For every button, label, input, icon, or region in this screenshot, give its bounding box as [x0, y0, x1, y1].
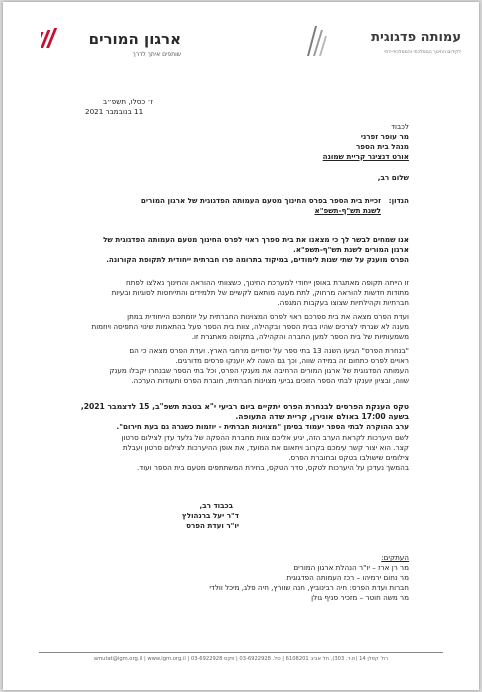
greeting: שלום רב, [377, 173, 409, 182]
paragraph-1-line-2: ארגון המורים לשנת תש"ף-תשפ"א. [293, 245, 409, 254]
footer-contact-details: רח' קפלן 14 (ת.ד. 303), תל אביב 6108201 | טל. 03-6922928 | פקס 03-6922928 | amutat@igm.org.il | www.igm.org.il [93, 656, 389, 662]
teachers-organization-logo [41, 24, 181, 72]
pedagogical-association-name: עמותה פדגוגית [371, 30, 461, 45]
paragraph-2-line-1: זו הייתה תקופה מאתגרת באופן ייחודי למערכת החינוך, כשצוותי ההוראה והחינוך נאלצו לפתח [125, 278, 409, 287]
teachers-organization-name: ארגון המורים [88, 30, 181, 48]
signature-name: ד"ר יעל ברנהולץ [181, 511, 239, 520]
paragraph-6-line-1: לשם היערכות לקראת הערב הזה, יגיע אליכם צוות מחברת ההפקה של גלעד עדן לצילום סרטון [121, 433, 409, 442]
signature-title: יו"ר ועדת הפרס [186, 521, 239, 530]
signature-closing: בכבוד רב, [199, 501, 233, 510]
copies-line-1: מר רן ארז – יו"ר הנהלת ארגון המורים [293, 563, 409, 572]
copies-line-3: חברות ועדת הפרס: חיה רבינוביץ, חנה שוורץ, חיה פלג, מיכל וולדי [209, 583, 409, 592]
paragraph-4-line-1: "בנחרת הפרס" הגיעו השנה 13 בתי ספר על יסודיים מרחבי הארץ. ועדת הפרס מצאה כי הם [129, 346, 409, 355]
paragraph-3-line-3: משמעותיות של בית הספר למען החברה והקהילה, בתקופה מאתגרת זו. [191, 332, 409, 341]
paragraph-5-line-1: טקס הענקת הפרסים לבנחרת הפרס יתקיים ביום רביעי י"א בטבת תשפ"ב, 15 לדצמבר 2021, [80, 402, 409, 411]
subject-line-2: לשנת תש"ף-תשפ"א [314, 206, 381, 215]
letter-footer [39, 652, 443, 670]
copies-line-2: מר נחום ירמיהו – רכז העמותה הפדגוגית [286, 573, 409, 582]
recipient-line-2: מר עופר זפרני [360, 132, 409, 141]
civil-date: 11 בנובמבר 2021 [85, 107, 144, 116]
pedagogical-association-logo [303, 24, 461, 72]
teachers-organization-tagline: שותפים איתך לדרך [132, 51, 181, 58]
footer-divider [39, 652, 443, 653]
paragraph-2-line-3: חברתיות וקהילתיות שצוצו בעקבות המגפה. [277, 298, 409, 307]
copies-title: העתקים: [381, 553, 409, 562]
logo-stripes-icon [41, 26, 63, 52]
paragraph-4-line-2: ראויים לפרס כתחום זה במידה שווה, וכך גם השנה לא יוענקו פרסים מדורגים. [175, 356, 409, 365]
copies-line-4: מר משה חוטר – מזכיר סניף גולן [311, 593, 409, 602]
paragraph-1-line-1: אנו שמחים לבשר לך כי מצאנו את בית ספרך ראוי לפרס החינוך מטעם העמותה הפדגוגית של [103, 235, 409, 244]
paragraph-5-line-2: בשעה 17:00 באולם אונירן, קריית שדה התעופה. [235, 412, 409, 421]
hebrew-date: ז׳ כסלו, תשפ״ב [103, 97, 153, 106]
paragraph-6-line-3: צילומים שישולבו בטקס ובחוברת הפרס. [288, 453, 409, 462]
logo-pen-stripes-icon [303, 24, 329, 58]
paragraph-4-line-3: העמותה הפדגוגית של ארגון המורים הרחיבה את מענקי הפרס, וכל בתי הספר שבנחרו יקבלו מענק [109, 366, 409, 375]
paragraph-6-line-4: בהמשך נעדכן על היערכות לטקס, סדר הטקס, בחירת המשתתפים מטעם בית הספר ועוד. [137, 463, 409, 472]
paragraph-1-line-3: הפרס מוענק על שתי שנות לימודים, במיקוד בתרומה פרו חברתית ייחודית לתקופת הקורונה. [106, 255, 409, 264]
recipient-line-1: לכבוד [391, 122, 409, 131]
subject-line-1: זכיית בית הספר בפרס החינוך מטעם העמותה הפדגוגית של ארגון המורים [140, 196, 381, 205]
paragraph-4-line-4: שווה, ובציון יוענקו לבתי הספר הזוכים גביעי מצוינות חברתית, חוברת הפרס ותעודות הערכה. [131, 376, 409, 385]
paragraph-2-line-2: מתודות חדשות להוראה מרחוק, לתת מענה מותאם לקשיים של תלמידים והתייחסות לסוגיות ובעיות [111, 288, 409, 297]
subject-prefix: הנדון: [388, 196, 409, 205]
paragraph-3-line-2: מענה לא שגרתי לצרכים שהיו בבית הספר ובקהילה, צוות בית הספר פעל בהתאמות שינוי התפיסה ויוזמות [91, 322, 409, 331]
letter-page [3, 2, 479, 690]
paragraph-3-line-1: ועדת הפרס מצאה את בית ספרכם ראוי לפרס המצוינות החברתית על יוזמתכם הייחודית במתן [127, 312, 409, 321]
recipient-line-3: מנהל בית הספר [355, 142, 409, 151]
recipient-line-4: אורט דנציגר קריית שמונה [322, 152, 409, 161]
paragraph-6-line-2: קצר. הוא יצור קשר עימכם בקרוב ויתאום את המועד, את אופן ההיערכות לצילום סרטון ועבלת [122, 443, 409, 452]
paragraph-5-line-3: ערב ההוקרה לבתי הספר יעמוד בסימן "מצוינות חברתית - יוזמות כשגרה גם בעת חירום". [116, 422, 409, 431]
pedagogical-association-tagline: לקידום החינוך הממלכתי והממלכתי-דתי [384, 50, 461, 55]
